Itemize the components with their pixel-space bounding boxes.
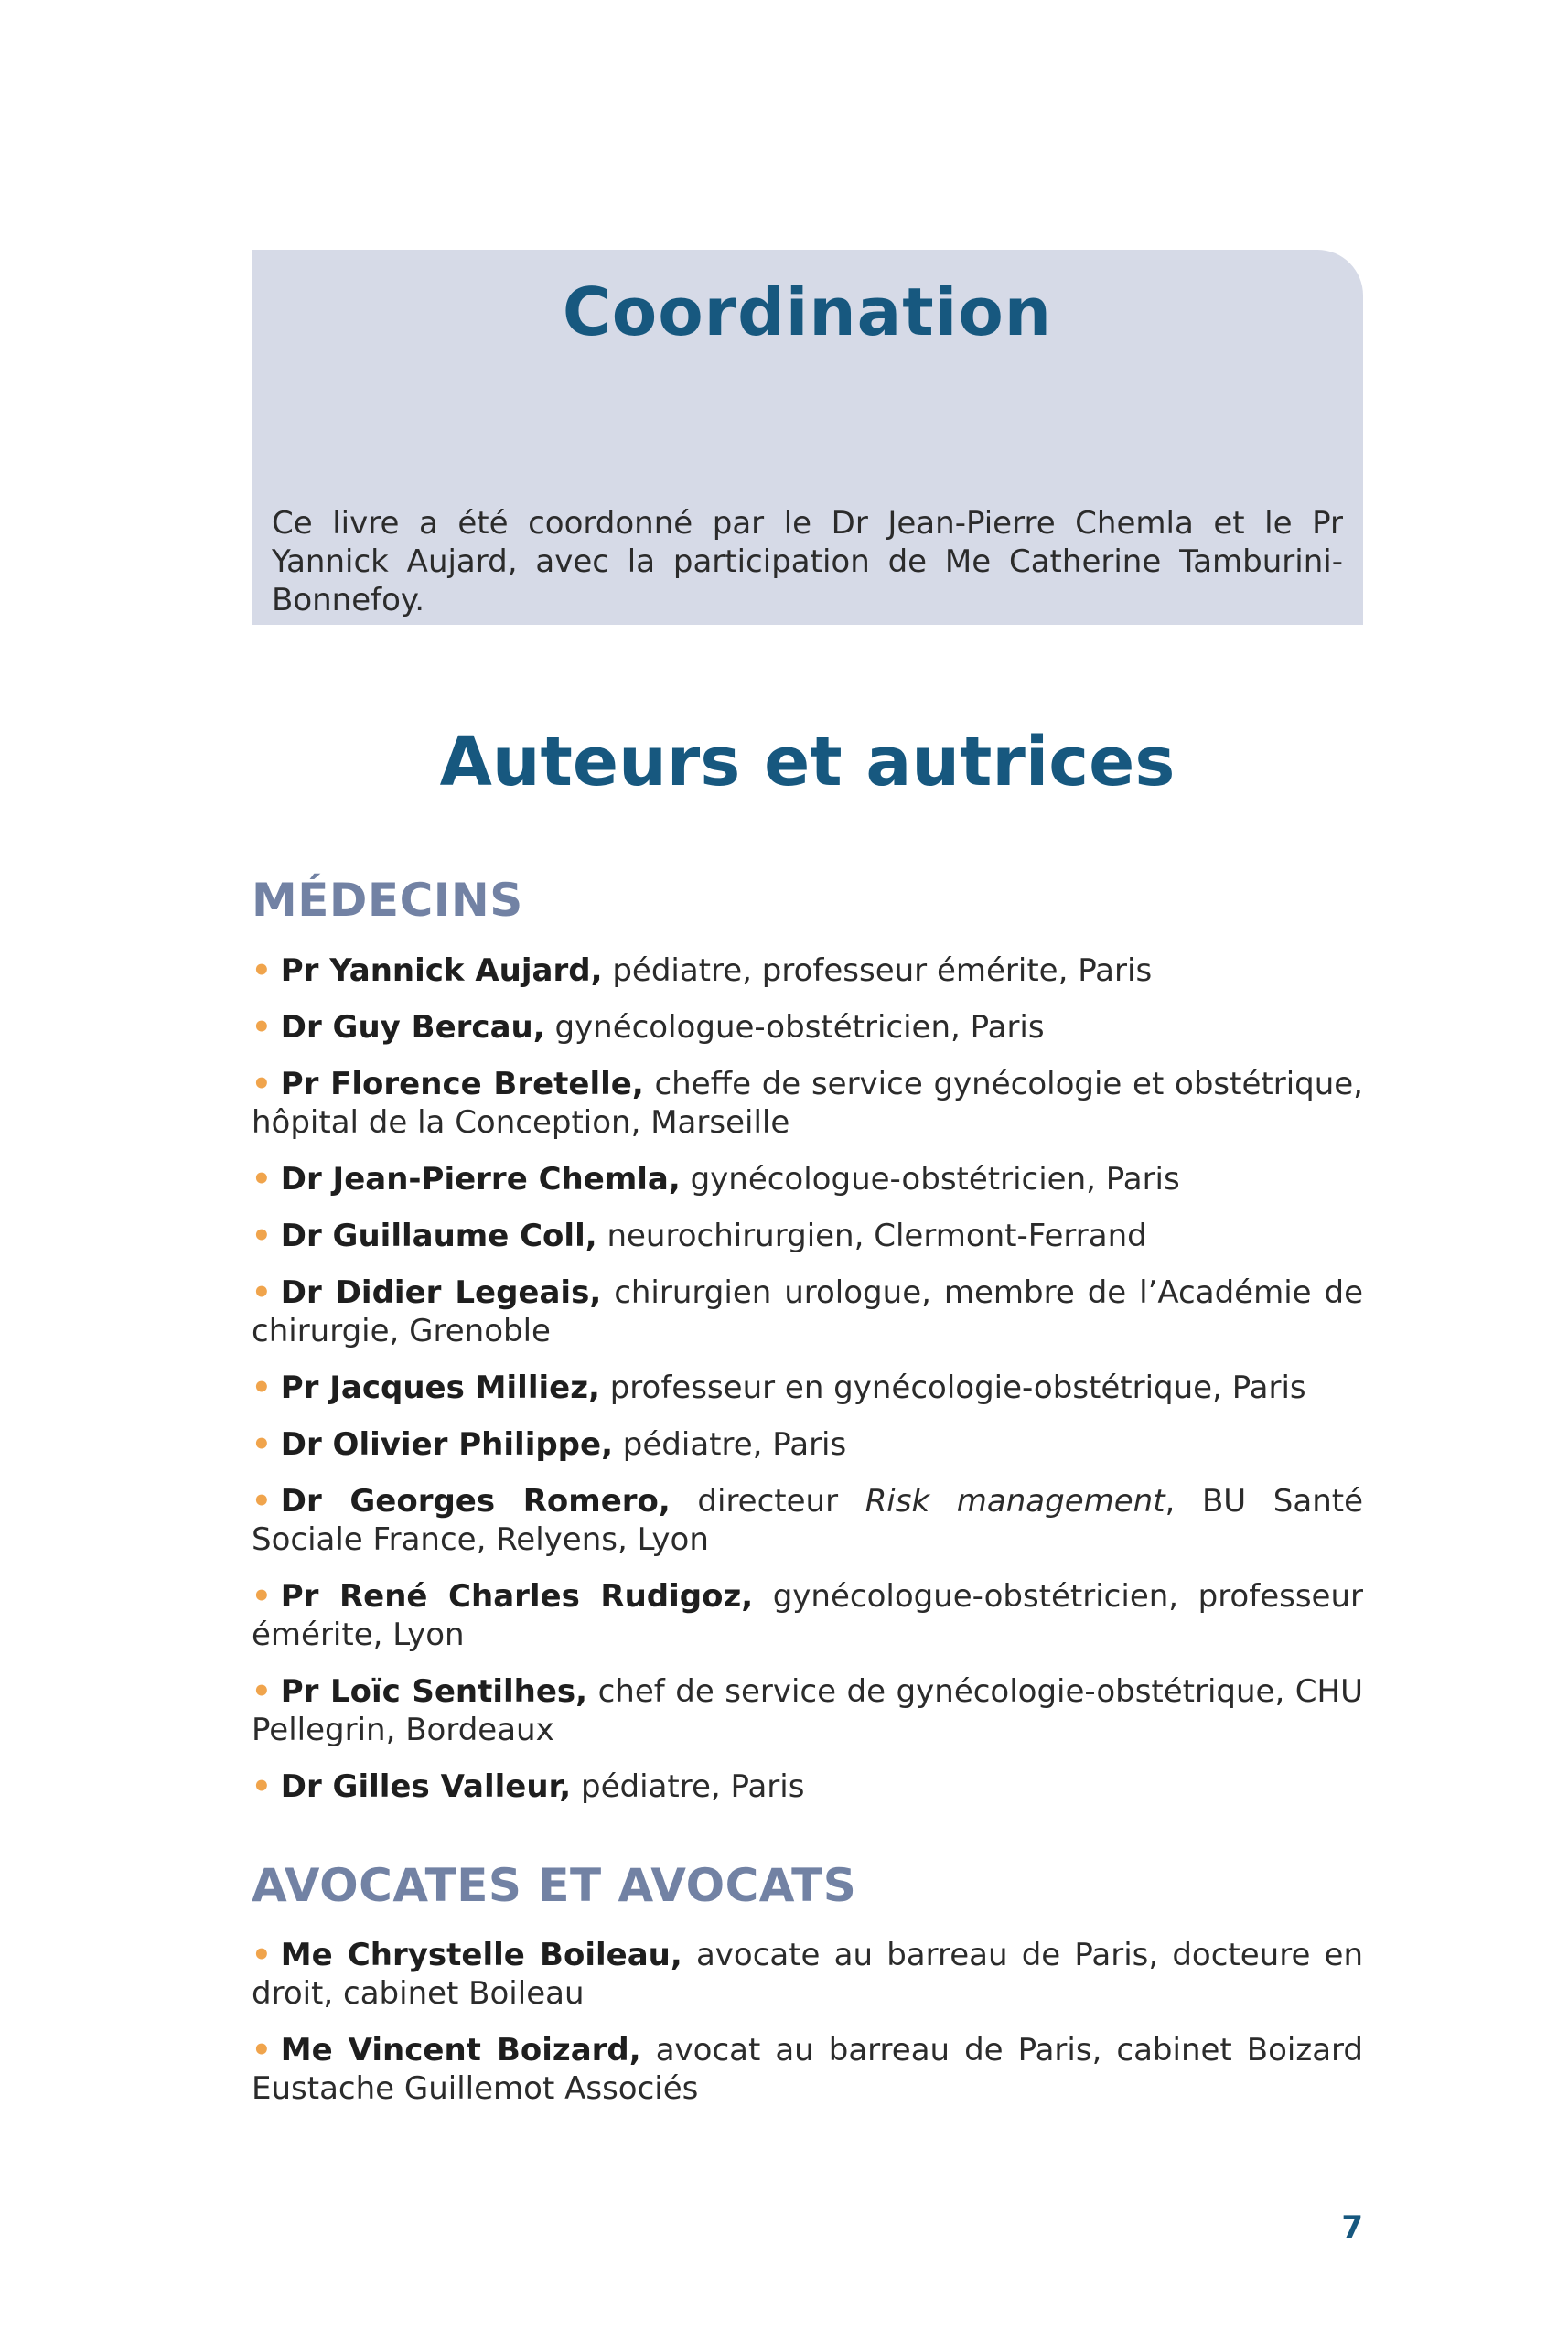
author-description: professeur en gynécologie-obstétrique, Paris	[599, 1370, 1306, 1406]
author-description: gynécologue-obstétricien, Paris	[680, 1161, 1180, 1198]
author-name: Dr Didier Legeais,	[280, 1274, 602, 1311]
author-description: , BU Santé Sociale France, Relyens, Lyon	[252, 1483, 1363, 1558]
bullet-icon: •	[252, 1066, 272, 1102]
author-name: Pr René Charles Rudigoz,	[280, 1578, 754, 1615]
list-item	[252, 1217, 1363, 1255]
coordination-title: Coordination	[562, 274, 1053, 350]
author-name: Pr Jacques Milliez,	[280, 1370, 600, 1406]
bullet-icon: •	[252, 1009, 272, 1046]
author-description: chirurgien urologue, membre de l’Académie de chirurgie, Grenoble	[252, 1274, 1363, 1349]
author-name: Dr Guillaume Coll,	[280, 1218, 597, 1254]
author-description: gynécologue-obstétricien, Paris	[544, 1009, 1045, 1046]
list-item	[252, 1369, 1363, 1407]
medecins-list	[252, 951, 1363, 1824]
list-item	[252, 951, 1363, 990]
list-item	[252, 2031, 1363, 2108]
section-heading-avocats: AVOCATES ET AVOCATS	[252, 1859, 857, 1912]
bullet-icon: •	[252, 1673, 272, 1710]
bullet-icon: •	[252, 1937, 272, 1973]
author-name: Pr Yannick Aujard,	[280, 952, 603, 989]
page-number: 7	[1341, 2209, 1363, 2246]
author-description: cheffe de service gynécologie et obstétrique, hôpital de la Conception, Marseille	[252, 1066, 1363, 1141]
author-name: Me Vincent Boizard,	[280, 2032, 641, 2068]
coordination-text: Ce livre a été coordonné par le Dr Jean-Pierre Chemla et le Pr Yannick Aujard, avec la participation de Me Catherine Tamburini-Bonnefoy.	[272, 505, 1343, 618]
list-item	[252, 1065, 1363, 1142]
list-item	[252, 1273, 1363, 1350]
bullet-icon: •	[252, 1483, 272, 1520]
bullet-icon: •	[252, 1218, 272, 1254]
list-item	[252, 1672, 1363, 1749]
bullet-icon: •	[252, 1370, 272, 1406]
author-description-italic: Risk management	[865, 1483, 1165, 1520]
bullet-icon: •	[252, 1274, 272, 1311]
author-name: Dr Olivier Philippe,	[280, 1426, 613, 1463]
bullet-icon: •	[252, 2032, 272, 2068]
author-description: neurochirurgien, Clermont-Ferrand	[596, 1218, 1147, 1254]
bullet-icon: •	[252, 1161, 272, 1198]
author-description: pédiatre, Paris	[571, 1768, 805, 1805]
list-item	[252, 1577, 1363, 1654]
author-name: Dr Gilles Valleur,	[280, 1768, 572, 1805]
author-name: Me Chrystelle Boileau,	[280, 1937, 682, 1973]
author-description: avocate au barreau de Paris, docteure en droit, cabinet Boileau	[252, 1937, 1364, 2012]
list-item	[252, 1425, 1363, 1464]
section-heading-medecins: MÉDECINS	[252, 874, 523, 927]
avocats-list	[252, 1936, 1363, 2126]
author-description: avocat au barreau de Paris, cabinet Boizard Eustache Guillemot Associés	[252, 2032, 1363, 2107]
authors-title: Auteurs et autrices	[439, 723, 1176, 801]
bullet-icon: •	[252, 952, 272, 989]
author-description: gynécologue-obstétricien, professeur émérite, Lyon	[252, 1578, 1363, 1653]
list-item	[252, 1482, 1363, 1559]
bullet-icon: •	[252, 1768, 272, 1805]
bullet-icon: •	[252, 1578, 272, 1615]
coordination-box	[252, 250, 1363, 625]
list-item	[252, 1160, 1363, 1198]
list-item	[252, 1936, 1363, 2013]
author-name: Pr Florence Bretelle,	[280, 1066, 644, 1102]
author-description: pédiatre, professeur émérite, Paris	[602, 952, 1153, 989]
author-description: chef de service de gynécologie-obstétrique, CHU Pellegrin, Bordeaux	[252, 1673, 1363, 1748]
author-name: Dr Jean-Pierre Chemla,	[280, 1161, 681, 1198]
author-name: Dr Georges Romero,	[280, 1483, 671, 1520]
author-description-prefix: directeur	[670, 1483, 865, 1520]
list-item	[252, 1767, 1363, 1806]
author-name: Dr Guy Bercau,	[280, 1009, 545, 1046]
bullet-icon: •	[252, 1426, 272, 1463]
list-item	[252, 1008, 1363, 1047]
author-description: pédiatre, Paris	[613, 1426, 847, 1463]
author-name: Pr Loïc Sentilhes,	[280, 1673, 588, 1710]
